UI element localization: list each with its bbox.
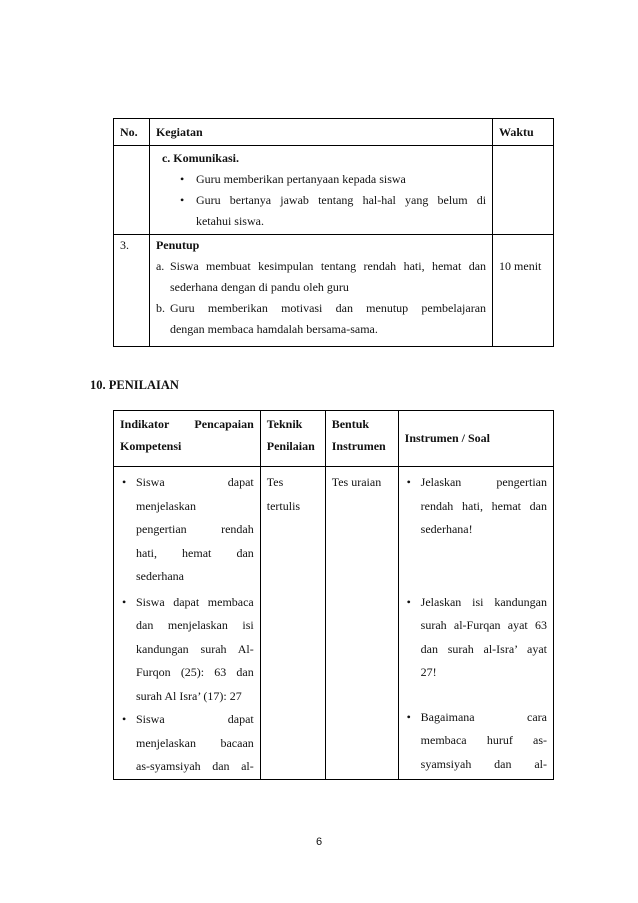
list-item: • Siswa dapat menjelaskan bacaan as-syamsiyah dan al-: [120, 708, 254, 779]
list-item: • Siswa dapat membaca dan menjelaskan isi kandungan surah Al- Furqon (25): 63 dan surah Al Isra’ (17): 27: [120, 591, 254, 709]
list-item: • Jelaskan pengertian rendah hati, hemat dan sederhana!: [405, 471, 547, 542]
assessment-table-header-row: [114, 411, 554, 467]
header-waktu: Waktu: [493, 119, 554, 146]
page-number: 6: [315, 836, 323, 848]
soal-cell: [398, 467, 553, 780]
section-title: 10. PENILAIAN: [90, 378, 179, 392]
list-item: b. Guru memberikan motivasi dan menutup pembelajaran dengan membaca hamdalah bersama-sama.: [155, 301, 487, 336]
assessment-table: [113, 410, 554, 780]
header-no: No.: [114, 119, 150, 146]
table-row: [114, 235, 554, 347]
activity-table-header-row: [114, 119, 554, 146]
header-teknik: Teknik Penilaian: [260, 411, 325, 467]
header-kegiatan: Kegiatan: [149, 119, 492, 146]
list-item: • Guru bertanya jawab tentang hal-hal yang belum di ketahui siswa.: [176, 190, 486, 232]
list-item: • Siswa dapat menjelaskan pengertian rendah hati, hemat dan sederhana: [120, 471, 254, 589]
list-item: • Bagaimana cara membaca huruf as- syamsiyah dan al-: [405, 706, 547, 777]
list-item: • Guru memberikan pertanyaan kepada siswa: [176, 169, 486, 190]
header-bentuk: Bentuk Instrumen: [325, 411, 398, 467]
table-row: [114, 146, 554, 235]
list-item: a. Siswa membuat kesimpulan tentang rendah hati, hemat dan sederhana dengan di pandu oleh guru: [155, 259, 487, 294]
header-instrumen: Instrumen / Soal: [398, 411, 553, 467]
komunikasi-heading: c. Komunikasi.: [161, 151, 239, 165]
indikator-cell: [114, 467, 261, 780]
bentuk-cell: Tes uraian: [325, 467, 398, 780]
row2-kegiatan: [149, 235, 492, 347]
activity-table: [113, 118, 554, 347]
teknik-cell: Tes tertulis: [260, 467, 325, 780]
row1-kegiatan: [149, 146, 492, 235]
row2-no: 3.: [114, 235, 150, 347]
table-row: [114, 467, 554, 780]
penutup-heading: Penutup: [155, 238, 200, 252]
row1-no: [114, 146, 150, 235]
row2-waktu: 10 menit: [493, 235, 554, 347]
list-item: • Jelaskan isi kandungan surah al-Furqan ayat 63 dan surah al-Isra’ ayat 27!: [405, 591, 547, 685]
row1-waktu: [493, 146, 554, 235]
header-indikator: Indikator Pencapaian Kompetensi: [114, 411, 261, 467]
